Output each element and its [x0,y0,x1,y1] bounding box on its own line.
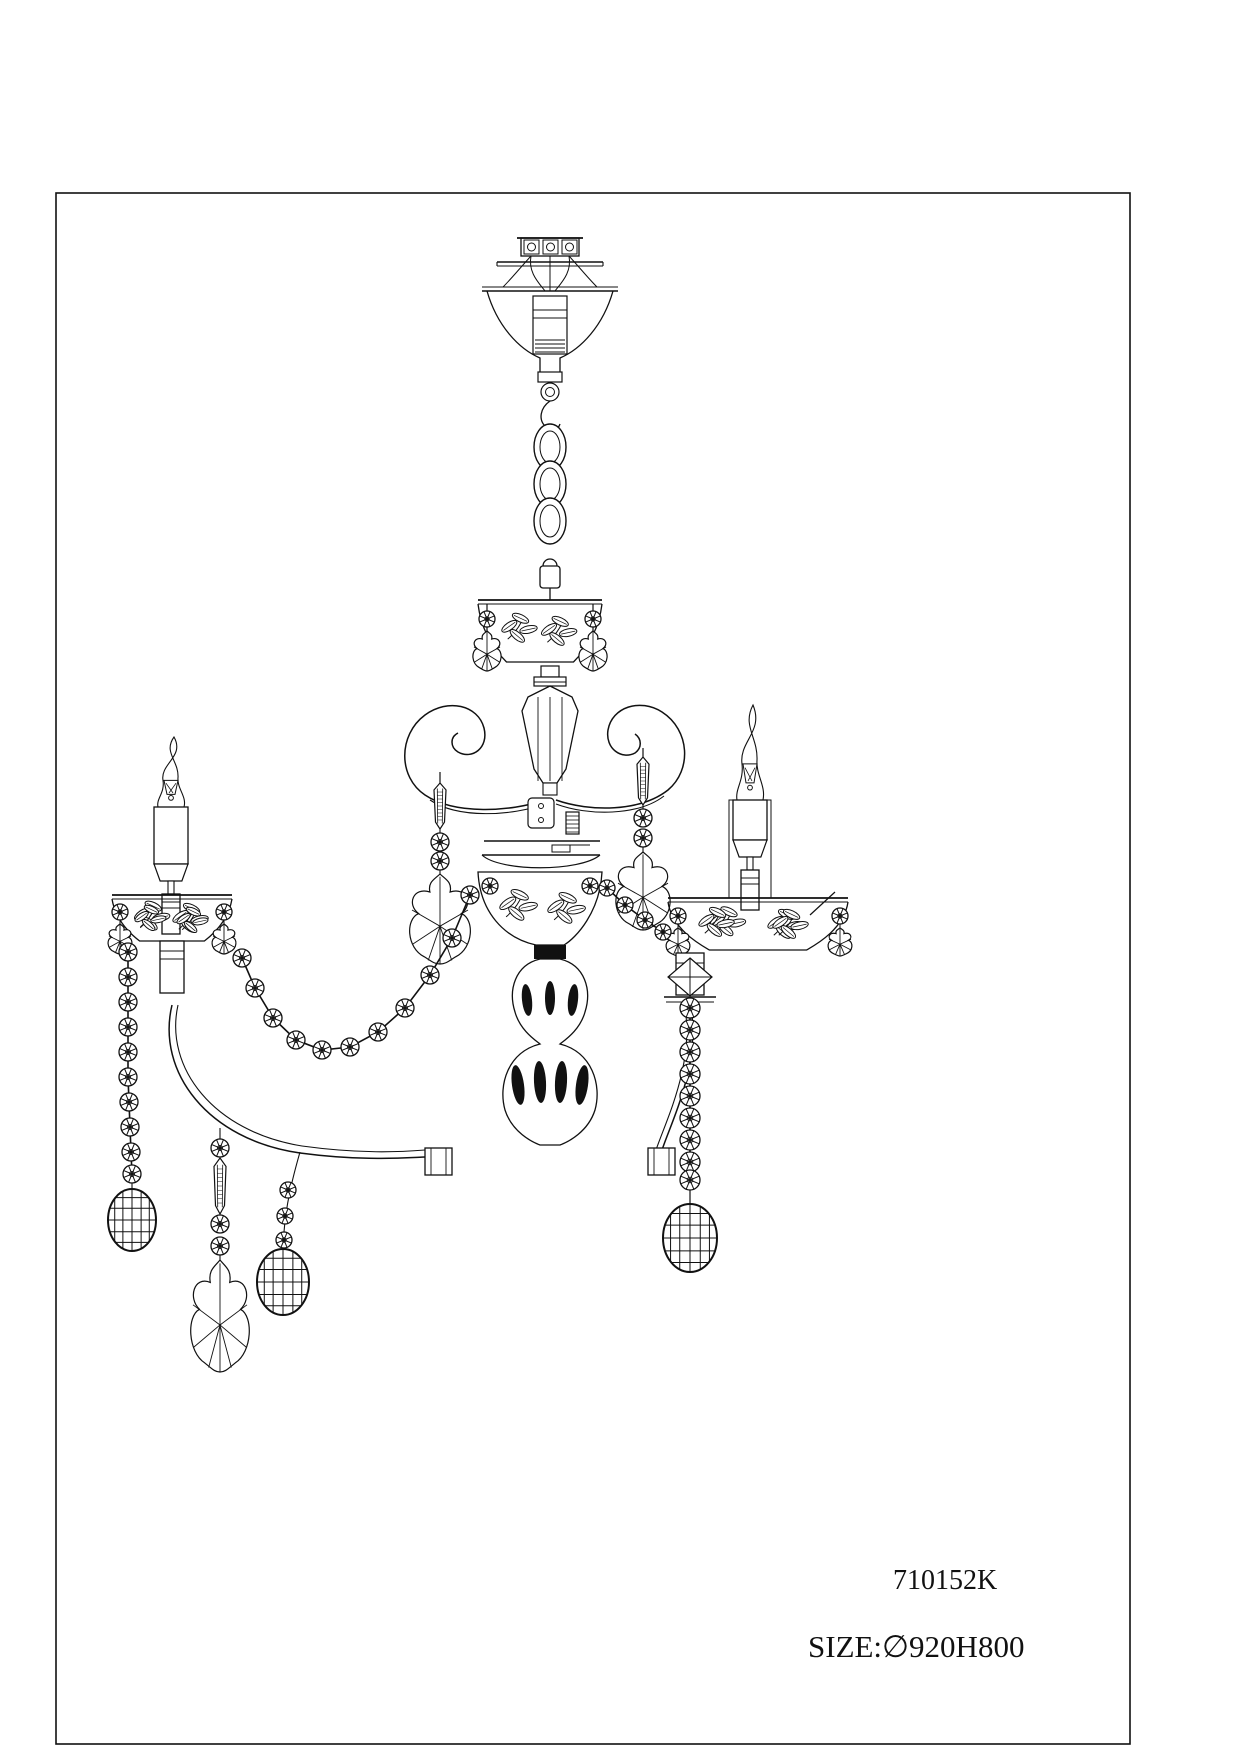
rosette-crystal [246,979,264,997]
rosette-crystal [655,924,671,940]
rosette-crystal [637,912,653,928]
rosette-crystal [680,1108,700,1128]
rosette-crystal [431,852,449,870]
rosette-crystal [119,943,137,961]
rosette-crystal [479,611,495,627]
rosette-crystal [680,1152,700,1172]
rosette-chain [119,943,141,1183]
rosette-crystal [119,993,137,1011]
drop-crystal [212,924,236,954]
rosette-crystal [280,1182,296,1198]
size-label: SIZE:∅920H800 [808,1629,1025,1664]
rosette-chain [680,998,700,1190]
rosette-crystal [341,1038,359,1056]
rosette-crystal [431,833,449,851]
rosette-crystal [233,949,251,967]
rosette-crystal [680,1130,700,1150]
rosette-crystal [119,1018,137,1036]
rosette-crystal [461,886,479,904]
rosette-crystal [119,968,137,986]
rosette-crystal [680,1064,700,1084]
drawing-border [56,193,1130,1744]
rosette-crystal [670,908,686,924]
rosette-crystal [585,611,601,627]
rosette-crystal [617,897,633,913]
rosette-crystal [277,1208,293,1224]
rosette-crystal [680,1020,700,1040]
rosette-crystal [211,1237,229,1255]
rosette-crystal [396,999,414,1017]
model-number: 710152K [893,1565,998,1596]
rosette-crystal [443,929,461,947]
rosette-crystal [582,878,598,894]
line-artwork [108,238,852,1372]
prism-crystal [637,757,649,805]
rosette-crystal [482,878,498,894]
drop-crystal [191,1260,250,1372]
rosette-crystal [276,1232,292,1248]
candle-light [154,737,188,934]
rosette-crystal [211,1139,229,1157]
rosette-crystal [211,1215,229,1233]
rosette-crystal [121,1118,139,1136]
oval-crystal [108,1189,156,1251]
oval-crystal [257,1249,309,1315]
rosette-crystal [599,880,615,896]
rosette-crystal [634,829,652,847]
candle-light [733,705,767,910]
rosette-crystal [680,1170,700,1190]
rosette-crystal [120,1093,138,1111]
prism-crystal [434,783,446,829]
rosette-crystal [832,908,848,924]
rosette-crystal [216,904,232,920]
rosette-crystal [122,1143,140,1161]
drop-crystal [410,874,471,964]
rosette-crystal [287,1031,305,1049]
rosette-crystal [421,966,439,984]
prism-crystal [214,1158,226,1214]
rosette-crystal [313,1041,331,1059]
drop-crystal [473,631,501,671]
rosette-crystal [112,904,128,920]
rosette-crystal [634,809,652,827]
rosette-crystal [264,1009,282,1027]
rosette-crystal [119,1068,137,1086]
drop-crystal [579,631,607,671]
rosette-crystal [123,1165,141,1183]
rosette-crystal [119,1043,137,1061]
rosette-crystal [680,998,700,1018]
rosette-crystal [680,1086,700,1106]
rosette-crystal [369,1023,387,1041]
rosette-crystal [680,1042,700,1062]
oval-crystal [663,1204,717,1272]
bobeche-cup [473,600,607,671]
